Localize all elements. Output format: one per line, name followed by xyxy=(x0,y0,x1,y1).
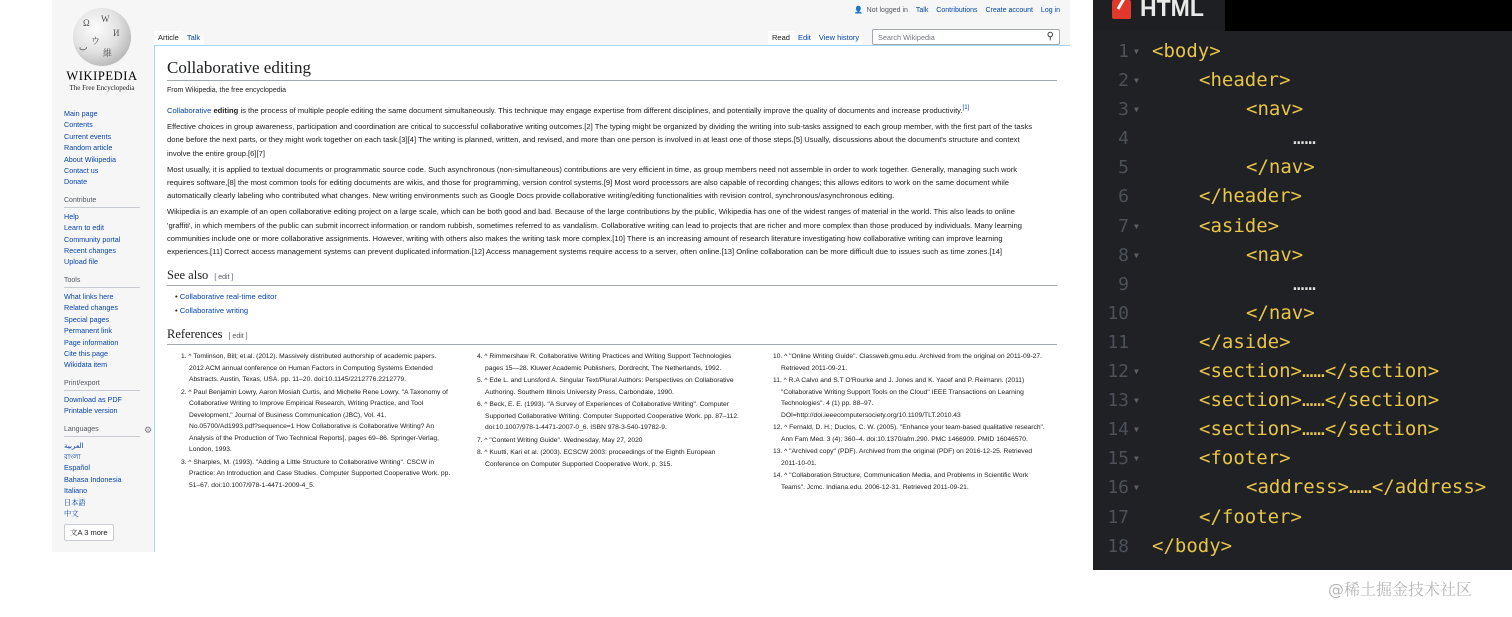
site-sub: From Wikipedia, the free encyclopedia xyxy=(167,87,287,94)
fold-arrow-icon[interactable]: ▼ xyxy=(1134,250,1139,260)
wikipedia-logo[interactable] xyxy=(66,8,138,94)
list-item[interactable]: • Collaborative writing xyxy=(175,304,1058,318)
line-number: 7 xyxy=(1118,215,1129,237)
line-number: 15 xyxy=(1107,448,1129,470)
editor-tab-label: HTML xyxy=(1140,0,1204,21)
sidebar-item[interactable]: Cite this page xyxy=(64,348,108,358)
fold-arrow-icon[interactable]: ▼ xyxy=(1134,367,1139,377)
create-account-link[interactable]: Create account xyxy=(985,7,1033,14)
paragraph: Most usually, it is applied to textual documents or programmatic source code. Such asynchronous (non-simultaneous) contributions are very efficient in time, as group members need not assemble in order to work together. Generally, managing such work requires software,[8] the most common tools for editing documents are wikis, and those for programming, version control systems.[9] Most word processors are also capable of recording changes; this allows editors to work on the same document while automatically clearly labeling who contributed what changes. New writing environments such as Google Docs provide collaborative writing/editing functionalities with revision control, synchronous/asynchronous editing. xyxy=(167,164,1018,201)
sidebar-item[interactable]: Special pages xyxy=(64,314,110,324)
contributions-link[interactable]: Contributions xyxy=(936,7,978,14)
line-number: 9 xyxy=(1118,273,1129,295)
reference-item: 11. ^ R.A Calvo and S.T O'Rourke and J. Jones and K. Yacef and P. Reimann. (2011) "Collaborative Writing Support Tools on the Cloud" IEEE Transactions on Learning Technologies". 4 (1) pp. 88–97. DOI=http://doi.ieeecomputersociety.org/10.1109/TLT.2010.43 xyxy=(773,377,1025,419)
sidebar-item[interactable]: Contents xyxy=(64,120,93,130)
language-link[interactable]: 日本語 xyxy=(64,497,86,507)
sidebar-item[interactable]: What links here xyxy=(64,291,114,301)
tab-view-history[interactable]: View history xyxy=(815,31,863,46)
sidebar-item[interactable]: Page information xyxy=(64,337,119,347)
references-list xyxy=(167,351,1058,494)
line-number: 3 xyxy=(1118,99,1129,121)
code-line xyxy=(1093,415,1512,444)
page-title: Collaborative editing xyxy=(167,58,1057,81)
code-editor-panel xyxy=(1093,0,1512,570)
code-line xyxy=(1093,270,1512,299)
code-text: </nav> xyxy=(1246,301,1315,324)
reference-item: 7. ^ "Content Writing Guide". Wednesday, May 27, 2020 xyxy=(477,436,643,444)
line-number: 1 xyxy=(1118,41,1129,62)
sidebar-item[interactable]: Random article xyxy=(64,143,113,153)
language-link[interactable]: বাংলা xyxy=(64,451,81,461)
sidebar-item[interactable]: Related changes xyxy=(64,303,118,313)
line-number: 11 xyxy=(1107,331,1129,353)
tab-edit[interactable]: Edit xyxy=(794,31,815,46)
sidebar-item[interactable]: About Wikipedia xyxy=(64,154,116,164)
code-line xyxy=(1093,328,1512,357)
gear-icon[interactable]: ⚙ xyxy=(144,424,153,435)
line-number: 17 xyxy=(1107,506,1129,528)
references-column xyxy=(759,351,1055,494)
reference-item: 5. ^ Ede L. and Lunsford A. Singular Text/Plural Authors: Perspectives on Collaborative Authoring. Southern Illinois University Press, Carbondale, 1990. xyxy=(477,377,734,396)
sidebar-item[interactable]: Printable version xyxy=(64,406,118,416)
wikipedia-tagline: The Free Encyclopedia xyxy=(69,84,135,92)
code-text: <nav> xyxy=(1246,243,1304,266)
fold-arrow-icon[interactable]: ▼ xyxy=(1134,221,1139,231)
references-title: References xyxy=(167,327,223,342)
code-text: <section>……</section> xyxy=(1199,418,1440,441)
line-number: 6 xyxy=(1118,186,1129,208)
code-text: </aside> xyxy=(1199,330,1291,353)
user-icon: 👤 xyxy=(853,7,863,14)
language-link[interactable]: العربية xyxy=(64,440,84,450)
fold-arrow-icon[interactable]: ▼ xyxy=(1134,396,1139,406)
fold-arrow-icon[interactable]: ▼ xyxy=(1134,454,1139,464)
references-edit-link[interactable]: [ edit ] xyxy=(228,333,248,341)
reference-item: 12. ^ Fernald, D. H.; Duclos, C. W. (2005). "Enhance your team-based qualitative research". Ann Fam Med. 3 (4): 360–4. doi:10.1370/afm.290. PMC 1466909. PMID 16046570. xyxy=(773,424,1045,443)
wikipedia-screenshot xyxy=(52,0,1070,552)
references-heading xyxy=(167,327,1057,345)
code-text: <section>……</section> xyxy=(1199,360,1440,383)
line-number: 8 xyxy=(1118,244,1129,266)
code-line xyxy=(1093,299,1512,328)
html-file-icon xyxy=(1112,0,1131,19)
more-languages-label: 3 more xyxy=(84,528,108,538)
paragraph xyxy=(167,104,1039,117)
code-line xyxy=(1093,153,1512,182)
code-text: </nav> xyxy=(1246,156,1315,179)
sidebar-item[interactable]: Wikidata item xyxy=(64,360,108,370)
reference-item: 3. ^ Sharples, M. (1993). "Adding a Little Structure to Collaborative Writing". CSCW in Practice: An Introduction and Case Studies. Computer Supported Cooperative Work. pp. 51–67. doi:10.1007/978-1-4471-2009-4_5. xyxy=(181,458,451,489)
languages-heading: Languages xyxy=(64,425,140,437)
search-icon[interactable]: ⚲ xyxy=(1046,31,1054,42)
sidebar-item[interactable]: Upload file xyxy=(64,257,98,267)
translate-icon: 文A xyxy=(70,528,85,538)
wikipedia-globe-icon: Ω W И ウ ب 維 xyxy=(73,8,131,66)
sidebar xyxy=(64,108,153,541)
reference-item: 4. ^ Rimmershaw R. Collaborative Writing Practices and Writing Support Technologies pages 15—28. Kluwer Academic Publishers, Dordrecht, The Netherlands, 1992. xyxy=(477,353,732,372)
sidebar-contribute xyxy=(64,211,150,268)
sidebar-item[interactable]: Main page xyxy=(64,109,98,118)
tab-read[interactable]: Read xyxy=(768,31,794,46)
collaborative-link[interactable]: Collaborative xyxy=(167,106,212,115)
see-also-title: See also xyxy=(167,268,209,283)
fold-arrow-icon[interactable]: ▼ xyxy=(1134,76,1139,86)
paragraph-text: is the process of multiple people editing the same document simultaneously. This technique may engage expertise from different disciplines, and potentially improve the quality of documents and increase productivity. xyxy=(238,106,963,115)
not-logged-in-label: Not logged in xyxy=(866,7,908,14)
reference-item: 14. ^ "Collaboration Structure, Communication Media, and Problems in Scientific Work Teams". Jcmc. Indiana.edu. 2006-12-31. Retrieved 2011-09-21. xyxy=(773,472,1029,491)
fold-arrow-icon[interactable]: ▼ xyxy=(1134,105,1139,115)
personal-tools xyxy=(848,6,1060,14)
fold-arrow-icon[interactable]: ▼ xyxy=(1134,47,1139,56)
code-line xyxy=(1093,95,1512,124)
list-item[interactable]: • Collaborative real-time editor xyxy=(175,290,1058,304)
code-text: …… xyxy=(1293,272,1316,295)
search-input[interactable] xyxy=(872,29,1060,45)
code-text: </header> xyxy=(1199,185,1302,208)
sidebar-item[interactable]: Help xyxy=(64,211,79,221)
tab-bar-spacer xyxy=(1225,0,1512,31)
code-text: <body> xyxy=(1152,40,1221,62)
sidebar-tools xyxy=(64,291,150,371)
sidebar-item[interactable]: Recent changes xyxy=(64,246,116,256)
line-number: 12 xyxy=(1107,361,1129,383)
reference-item: 13. ^ "Archived copy" (PDF). Archived from the original (PDF) on 2016-12-25. Retrieved 2011-10-01. xyxy=(773,448,1033,467)
fold-arrow-icon[interactable]: ▼ xyxy=(1134,425,1139,435)
language-link[interactable]: Español xyxy=(64,463,90,473)
code-line xyxy=(1093,532,1512,561)
line-number: 2 xyxy=(1118,70,1129,92)
sidebar-languages xyxy=(64,440,150,520)
more-languages-button[interactable] xyxy=(64,524,114,541)
line-number: 14 xyxy=(1107,419,1129,441)
code-text: <section>……</section> xyxy=(1199,389,1440,412)
code-line xyxy=(1093,182,1512,211)
paragraph: Wikipedia is an example of an open collaborative editing project on a large scale, which can be both good and bad. Because of the large contributions by the public, Wikipedia has one of the widest ranges of material in the world. This also leads to online 'graffiti', in which members of the public can submit incorrect information or random rubbish, sometimes referred to as vandalism. Collaborative writing can lead to projects that are richer and more complex than those produced by individuals. Many learning communities include one or more collaborative assignments. However, writing with others also makes the writing task more complex.[10] There is an increasing amount of research literature investigating how collaborative writing can improve learning experiences.[11] Correct access management systems can prevent duplicated information.[12] Access management systems require access to a server, often online.[13] Online collaboration can be more difficult due to issues such as time zones.[14] xyxy=(167,207,1022,257)
editor-tab-html[interactable] xyxy=(1093,0,1225,31)
code-text: <aside> xyxy=(1199,214,1280,237)
languages-section xyxy=(64,424,153,437)
see-also-list xyxy=(175,290,1058,317)
code-line xyxy=(1093,212,1512,241)
fold-arrow-icon[interactable]: ▼ xyxy=(1134,483,1139,493)
code-line xyxy=(1093,66,1512,95)
login-link[interactable]: Log in xyxy=(1040,7,1060,14)
see-also-edit-link[interactable]: [ edit ] xyxy=(214,274,234,282)
code-line xyxy=(1093,357,1512,386)
namespace-tabs xyxy=(154,31,204,45)
language-link[interactable]: Italiano xyxy=(64,486,88,496)
sidebar-item[interactable]: Contact us xyxy=(64,166,99,176)
code-line xyxy=(1093,473,1512,502)
code-line xyxy=(1093,503,1512,532)
code-text: </footer> xyxy=(1199,505,1302,528)
line-number: 5 xyxy=(1118,157,1129,179)
citation-link[interactable]: [1] xyxy=(962,105,970,111)
code-text: <footer> xyxy=(1199,447,1291,470)
code-line xyxy=(1093,444,1512,473)
code-text: …… xyxy=(1293,127,1316,150)
sidebar-item[interactable]: Download as PDF xyxy=(64,394,122,404)
line-number: 16 xyxy=(1107,477,1129,499)
code-lines xyxy=(1093,37,1512,561)
paragraph: Effective choices in group awareness, participation and coordination are critical to successful collaborative writing outcomes.[2] The typing might be organized by dividing the writing into sub-tasks assigned to each group member, with the first part of the tasks done before the next parts, or they might work together on each task.[3][4] The writing is planned, written, and revised, and more than one person is involved in at least one of those steps.[5] Usually, discussions about the document's structure and context involve the entire group.[6][7] xyxy=(167,122,1033,158)
tools-heading: Tools xyxy=(64,276,140,288)
sidebar-item[interactable]: Learn to edit xyxy=(64,223,104,233)
tab-article[interactable]: Article xyxy=(154,31,183,46)
contribute-heading: Contribute xyxy=(64,196,140,208)
sidebar-nav xyxy=(64,108,150,188)
print-heading: Print/export xyxy=(64,379,140,391)
reference-item: 6. ^ Beck, E. E. (1993). "A Survey of Experiences of Collaborative Writing". Computer Supported Collaborative Writing. Computer Supported Cooperative Work. pp. 87–112. doi:10.1007/978-1-4471-2007-0_6. ISBN 978-3-540-19782-9. xyxy=(477,401,739,432)
line-number: 4 xyxy=(1118,128,1129,150)
talk-link[interactable]: Talk xyxy=(915,7,929,14)
code-line xyxy=(1093,37,1512,66)
see-also-heading xyxy=(167,268,1057,286)
wikipedia-wordmark: WIKIPEDIA xyxy=(66,69,138,83)
code-line xyxy=(1093,241,1512,270)
references-column xyxy=(463,351,759,494)
line-number: 18 xyxy=(1107,535,1129,557)
language-link[interactable]: 中文 xyxy=(64,508,79,518)
code-text: </body> xyxy=(1152,534,1233,557)
line-number: 10 xyxy=(1107,302,1129,324)
article-content xyxy=(154,45,1070,552)
code-text: <nav> xyxy=(1246,98,1304,121)
language-link[interactable]: Bahasa Indonesia xyxy=(64,474,122,484)
code-line xyxy=(1093,124,1512,153)
code-line xyxy=(1093,386,1512,415)
watermark: @稀土掘金技术社区 xyxy=(1328,580,1473,599)
reference-item: 1. ^ Tomlinson, Bill; et al. (2012). Massively distributed authorship of academic papers. 2012 ACM annual conference on Human Factors in Computing Systems Extended Abstracts. Austin, Texas, USA. pp. 11–20. doi:10.1145/2212776.2212779. xyxy=(181,353,437,384)
code-text: <address>……</address> xyxy=(1246,476,1487,499)
reference-item: 10. ^ "Online Writing Guide". Classweb.gmu.edu. Archived from the original on 2011-09-27. Retrieved 2011-09-21. xyxy=(773,353,1042,372)
bold-term: editing xyxy=(211,106,239,115)
code-text: <header> xyxy=(1199,69,1291,92)
sidebar-item[interactable]: Community portal xyxy=(64,234,121,244)
sidebar-item[interactable]: Current events xyxy=(64,131,112,141)
line-number: 13 xyxy=(1107,390,1129,412)
reference-item: 2. ^ Paul Benjamin Lowry, Aaron Mosiah Curtis, and Michelle Rene Lowry. "A Taxonomy of Collaborative Writing to Improve Empirical Research, Writing Practice, and Tool Development," Journal of Business Communication (JBC), Vol. 41, No.05700/Ad1993.pdf?sequence=1 How Collaborative is Collaborative Writing? An Analysis of the Production of Two Technical Reports], pages 69–86. Springer-Verlag, London, 1993. xyxy=(181,388,448,454)
sidebar-item[interactable]: Donate xyxy=(64,177,88,187)
search-placeholder: Search Wikipedia xyxy=(878,33,935,42)
references-column xyxy=(167,351,463,494)
sidebar-item[interactable]: Permanent link xyxy=(64,326,112,336)
view-tabs xyxy=(768,31,863,45)
tab-talk[interactable]: Talk xyxy=(183,31,204,46)
sidebar-print xyxy=(64,394,150,417)
reference-item: 8. ^ Kuutti, Kari et al. (2003). ECSCW 2003: proceedings of the Eighth European Conference on Computer Supported Cooperative Work, p. 315. xyxy=(477,449,716,468)
